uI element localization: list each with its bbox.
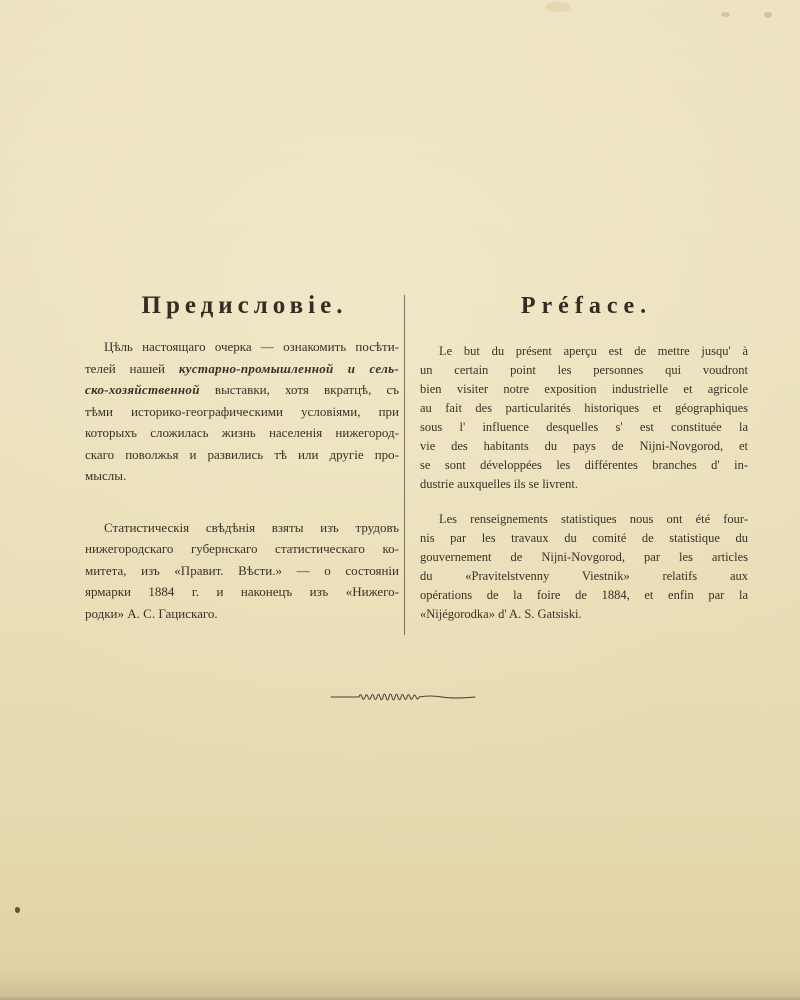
russian-paragraph-1 [85, 336, 399, 487]
text-line: скаго поволжья и развились тѣ или другіе про- [85, 446, 399, 462]
text-line: Статистическія свѣдѣнія взяты изъ трудовъ [104, 519, 399, 535]
russian-preface-title: Предисловіе. [141, 292, 348, 319]
paper-speck [721, 12, 730, 17]
russian-column [85, 289, 399, 624]
text-line: nis par les travaux du comité de statistique du [420, 531, 748, 545]
text-line: ярмарки 1884 г. и наконецъ изъ «Нижего- [85, 584, 399, 599]
paper-stain [545, 2, 571, 12]
text-line: мыслы. [85, 468, 127, 483]
french-column [420, 289, 748, 624]
text-line: bien visiter notre exposition industrielle et agricole [420, 382, 748, 396]
paper-speck [764, 12, 772, 18]
wavy-flourish-divider [330, 690, 476, 704]
text-line: se sont développées les différentes branches d' in- [420, 458, 748, 472]
text-line: нижегородскаго губернскаго статистическаго ко- [85, 541, 399, 556]
russian-paragraph-2 [85, 517, 399, 625]
ink-speck [15, 907, 20, 913]
text-line: Цѣль настоящаго очерка — ознакомить посѣти- [104, 339, 399, 354]
text-line: un certain point les personnes qui voudront [420, 363, 748, 377]
text-line: «Nijégorodka» d' A. S. Gatsiski. [420, 607, 582, 621]
french-paragraph-1 [420, 342, 748, 494]
text-line: тѣми историко-географическими условіями, при [85, 403, 399, 419]
text-line: dustrie auxquelles ils se livrent. [420, 477, 578, 491]
text-line: Les renseignements statistiques nous ont été four- [439, 512, 748, 526]
column-divider-rule [404, 295, 405, 635]
text-line: sous l' influence desquelles s' est constituée la [420, 420, 748, 434]
text-line: au fait des particularités historiques et géographiques [420, 401, 748, 415]
text-line: родки» А. С. Гацискаго. [85, 605, 218, 621]
text-line: gouvernement de Nijni-Novgorod, par les articles [420, 550, 748, 564]
text-line: митета, изъ «Правит. Вѣсти.» — о состояніи [85, 562, 399, 578]
text-line: Le but du présent aperçu est de mettre jusqu' à [439, 344, 748, 358]
text-line: du «Pravitelstvenny Viestnik» relatifs aux [420, 569, 748, 583]
text-line: ско-хозяйственной выставки, хотя вкратцѣ, съ [85, 382, 399, 397]
text-line: vie des habitants du pays de Nijni-Novgorod, et [420, 439, 748, 453]
french-paragraph-2 [420, 510, 748, 624]
text-line: opérations de la foire de 1884, et enfin par la [420, 588, 748, 602]
text-line: телей нашей кустарно-промышленной и сель- [85, 360, 399, 376]
text-line: которыхъ сложилась жизнь населенія нижегород- [85, 425, 399, 440]
french-preface-title: Préface. [520, 293, 653, 319]
